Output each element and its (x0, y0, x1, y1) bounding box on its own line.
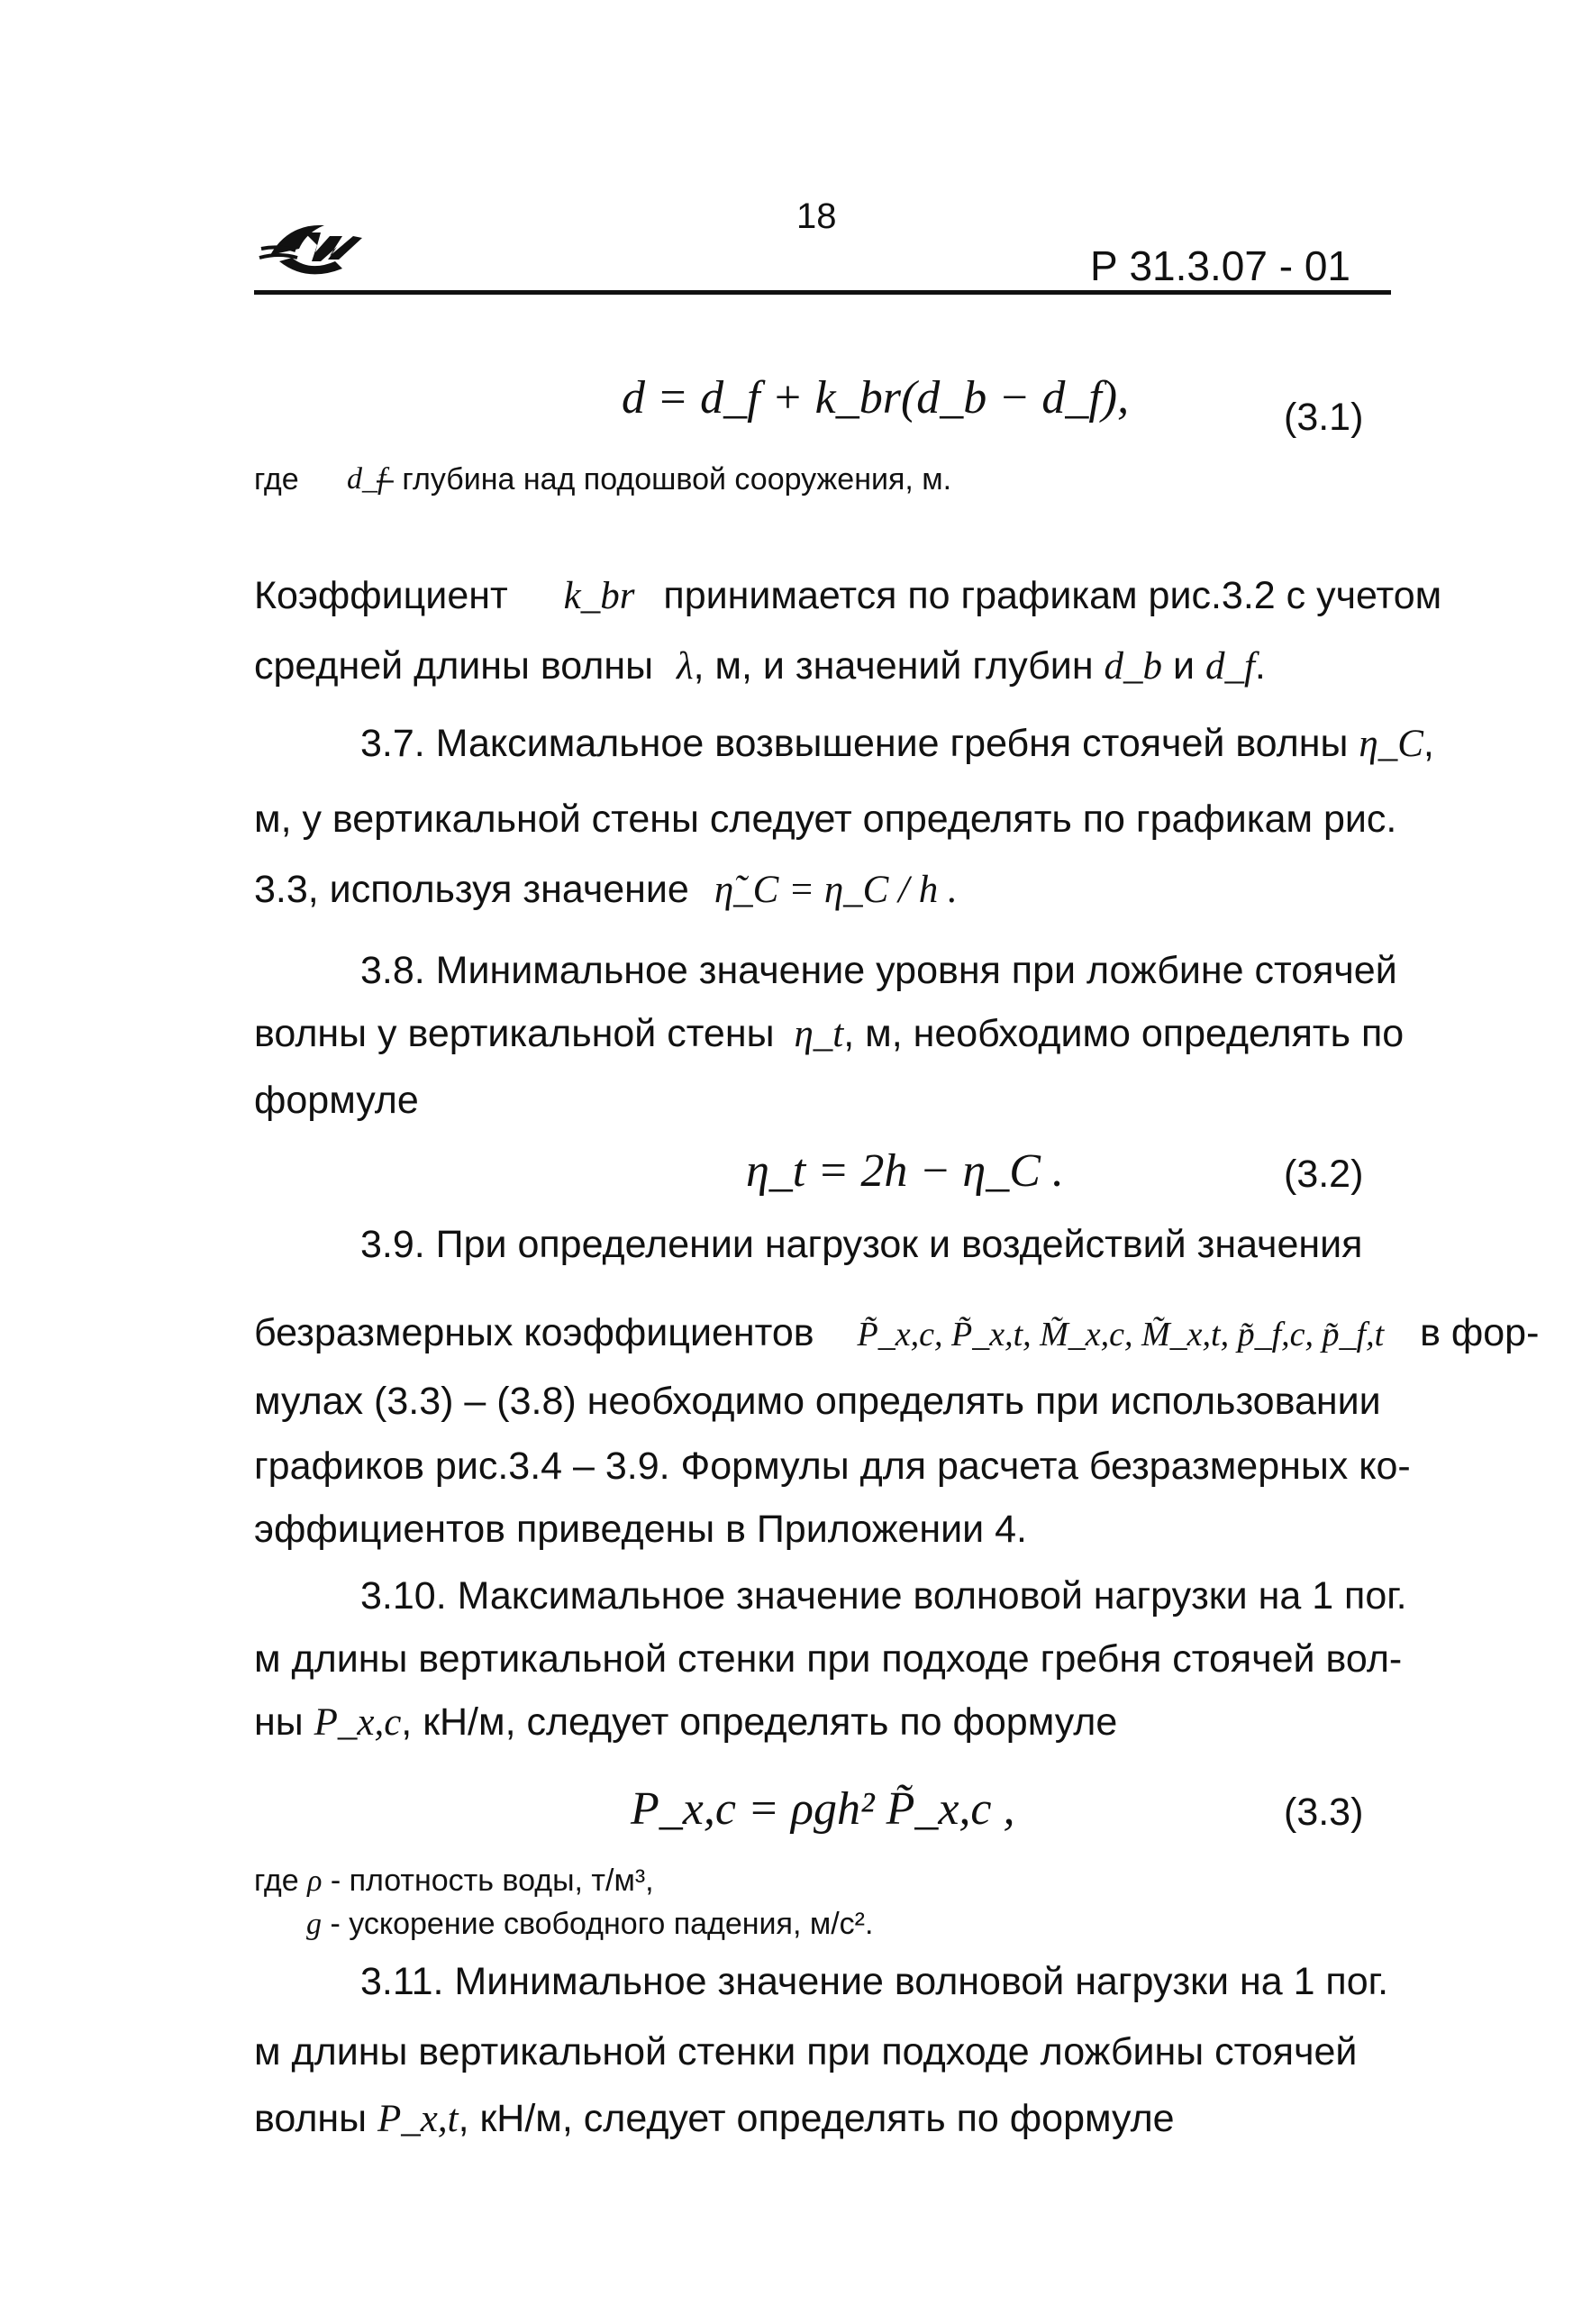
text-span: принимается по графикам рис.3.2 с учетом (663, 574, 1442, 617)
text-span: средней длины волны (254, 644, 653, 688)
where-label: где (254, 1864, 299, 1898)
symbol-lambda: λ (676, 645, 694, 688)
text-span: 3.7. Максимальное возвышение гребня стоячей волны (360, 722, 1349, 765)
header-rule (254, 290, 1391, 295)
formula-eta-norm: η̃_C = η_C / h . (714, 869, 958, 911)
equation-3-2: η_t = 2h − η_C . (746, 1145, 1064, 1197)
coefficient-list: P̃_x,c, P̃_x,t, M̃_x,c, M̃_x,t, p̃_f,c, p̃_f,t (857, 1316, 1385, 1353)
equation-text: d = d_f + k_br(d_b − d_f), (622, 372, 1130, 424)
paragraph-line: 3.10. Максимальное значение волновой нагрузки на 1 пог. (360, 1574, 1407, 1618)
text-span: в фор- (1420, 1311, 1540, 1354)
paragraph-line: 3.8. Минимальное значение уровня при ложбине стоячей (360, 949, 1397, 992)
paragraph-line (254, 870, 958, 909)
paragraph-line (254, 1700, 1118, 1744)
paragraph-line: мулах (3.3) – (3.8) необходимо определять при использовании (254, 1380, 1381, 1423)
text-span: , кН/м, следует определять по формуле (401, 1700, 1118, 1744)
paragraph-line (254, 644, 1266, 688)
where-label: где (254, 462, 299, 497)
symbol-eta-t: η_t (794, 1013, 844, 1055)
text-span: , м, и значений глубин (693, 644, 1094, 688)
text-span: , кН/м, следует определять по формуле (458, 2097, 1175, 2140)
paragraph-line: эффициентов приведены в Приложении 4. (254, 1508, 1028, 1551)
symbol-df: d_f (347, 462, 386, 496)
text-span: 3.3, используя значение (254, 868, 689, 911)
symbol-eta-c: η_C (1359, 723, 1423, 765)
equation-number: (3.3) (1284, 1791, 1364, 1834)
paragraph-line (254, 2097, 1175, 2140)
symbol-pxt: P_x,t (377, 2098, 459, 2140)
symbol-df: d_f (1205, 645, 1255, 688)
page-number: 18 (796, 196, 837, 236)
definition-text: – глубина над подошвой сооружения, м. (377, 462, 952, 497)
paragraph-line (254, 1012, 1405, 1055)
document-code: Р 31.3.07 - 01 (1090, 242, 1350, 289)
equation-3-3: P_x,c = ρgh² P̃_x,c , (631, 1783, 1015, 1835)
text-span: Коэффициент (254, 574, 508, 617)
paragraph-line: м длины вертикальной стенки при подходе гребня стоячей вол- (254, 1637, 1403, 1681)
symbol-kbr: k_br (563, 575, 635, 617)
paragraph-line: формуле (254, 1079, 419, 1122)
definition-line (254, 1865, 654, 1897)
definition-text: - ускорение свободного падения, м/с². (330, 1907, 874, 1941)
definition-line (306, 1909, 873, 1940)
text-span: , м, необходимо определять по (843, 1012, 1405, 1055)
text-span: безразмерных коэффициентов (254, 1311, 814, 1354)
equation-number: (3.1) (1284, 396, 1364, 439)
paragraph-line: 3.9. При определении нагрузок и воздействий значения (360, 1223, 1363, 1266)
symbol-db: d_b (1104, 645, 1163, 688)
equation-3-1 (622, 371, 1129, 424)
paragraph-line (254, 1311, 1540, 1354)
organization-logo (252, 205, 378, 287)
symbol-pxc: P_x,c (314, 1701, 402, 1744)
symbol-rho: ρ (307, 1864, 323, 1898)
symbol-g: g (306, 1908, 322, 1941)
text-span: волны у вертикальной стены (254, 1012, 775, 1055)
equation-number: (3.2) (1284, 1153, 1364, 1196)
paragraph-line (254, 574, 1442, 617)
paragraph-line: м, у вертикальной стены следует определять по графикам рис. (254, 797, 1397, 841)
paragraph-line: графиков рис.3.4 – 3.9. Формулы для расчета безразмерных ко- (254, 1445, 1411, 1488)
text-span: . (1254, 644, 1266, 688)
paragraph-line: 3.11. Минимальное значение волновой нагрузки на 1 пог. (360, 1960, 1389, 2003)
paragraph-line: 3.7. Максимальное возвышение гребня стоячей волны η_C, (360, 722, 1434, 765)
text-span: волны (254, 2097, 368, 2140)
definition-text: - плотность воды, т/м³, (330, 1864, 654, 1898)
text-span: и (1172, 644, 1196, 688)
text-span: ны (254, 1700, 304, 1744)
paragraph-line: м длины вертикальной стенки при подходе ложбины стоячей (254, 2030, 1358, 2073)
